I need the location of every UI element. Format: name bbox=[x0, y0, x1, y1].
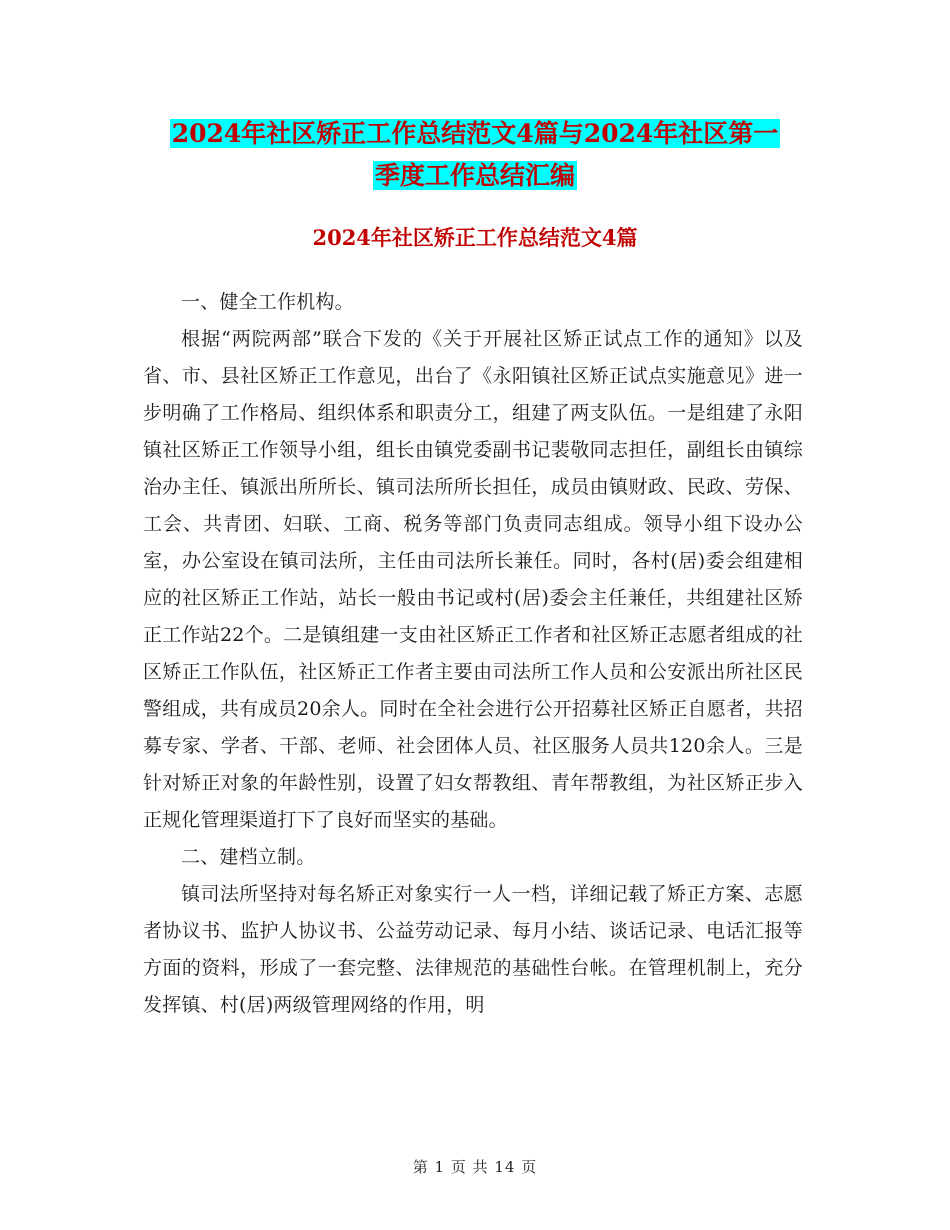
page-footer: 第 1 页 共 14 页 bbox=[412, 1158, 538, 1176]
section-subtitle: 2024年社区矫正工作总结范文4篇 bbox=[312, 225, 638, 250]
heading-2: 二、建档立制。 bbox=[181, 846, 316, 868]
title-text-1: 2024年社区矫正工作总结范文4篇与2024年社区第一 bbox=[171, 119, 779, 148]
title-text-2: 季度工作总结汇编 bbox=[374, 161, 575, 190]
paragraph-2: 镇司法所坚持对每名矫正对象实行一人一档，详细记载了矫正方案、志愿者协议书、监护人协议书、公益劳动记录、每月小结、谈话记录、电话汇报等方面的资料，形成了一套完整、法律规范的基础性台帐。在管理机制上，充分发挥镇、村(居)两级管理网络的作用，明 bbox=[143, 883, 803, 1016]
document-title-line-2 bbox=[0, 152, 950, 200]
document-body bbox=[143, 284, 803, 1024]
heading-1: 一、健全工作机构。 bbox=[181, 291, 354, 313]
document-title-line-1 bbox=[0, 110, 950, 158]
paragraph-1: 根据“两院两部”联合下发的《关于开展社区矫正试点工作的通知》以及省、市、县社区矫正工作意见，出台了《永阳镇社区矫正试点实施意见》进一步明确了工作格局、组织体系和职责分工，组建了两支队伍。一是组建了永阳镇社区矫正工作领导小组，组长由镇党委副书记裴敬同志担任，副组长由镇综治办主任、镇派出所所长、镇司法所所长担任，成员由镇财政、民政、劳保、工会、共青团、妇联、工商、税务等部门负责同志组成。领导小组下设办公室，办公室设在镇司法所，主任由司法所长兼任。同时，各村(居)委会组建相应的社区矫正工作站，站长一般由书记或村(居)委会主任兼任，共组建社区矫正工作站22个。二是镇组建一支由社区矫正工作者和社区矫正志愿者组成的社区矫正工作队伍，社区矫正工作者主要由司法所工作人员和公安派出所社区民警组成，共有成员20余人。同时在全社会进行公开招募社区矫正自愿者，共招募专家、学者、干部、老师、社会团体人员、社区服务人员共120余人。三是针对矫正对象的年龄性别，设置了妇女帮教组、青年帮教组，为社区矫正步入正规化管理渠道打下了良好而坚实的基础。 bbox=[143, 328, 803, 831]
